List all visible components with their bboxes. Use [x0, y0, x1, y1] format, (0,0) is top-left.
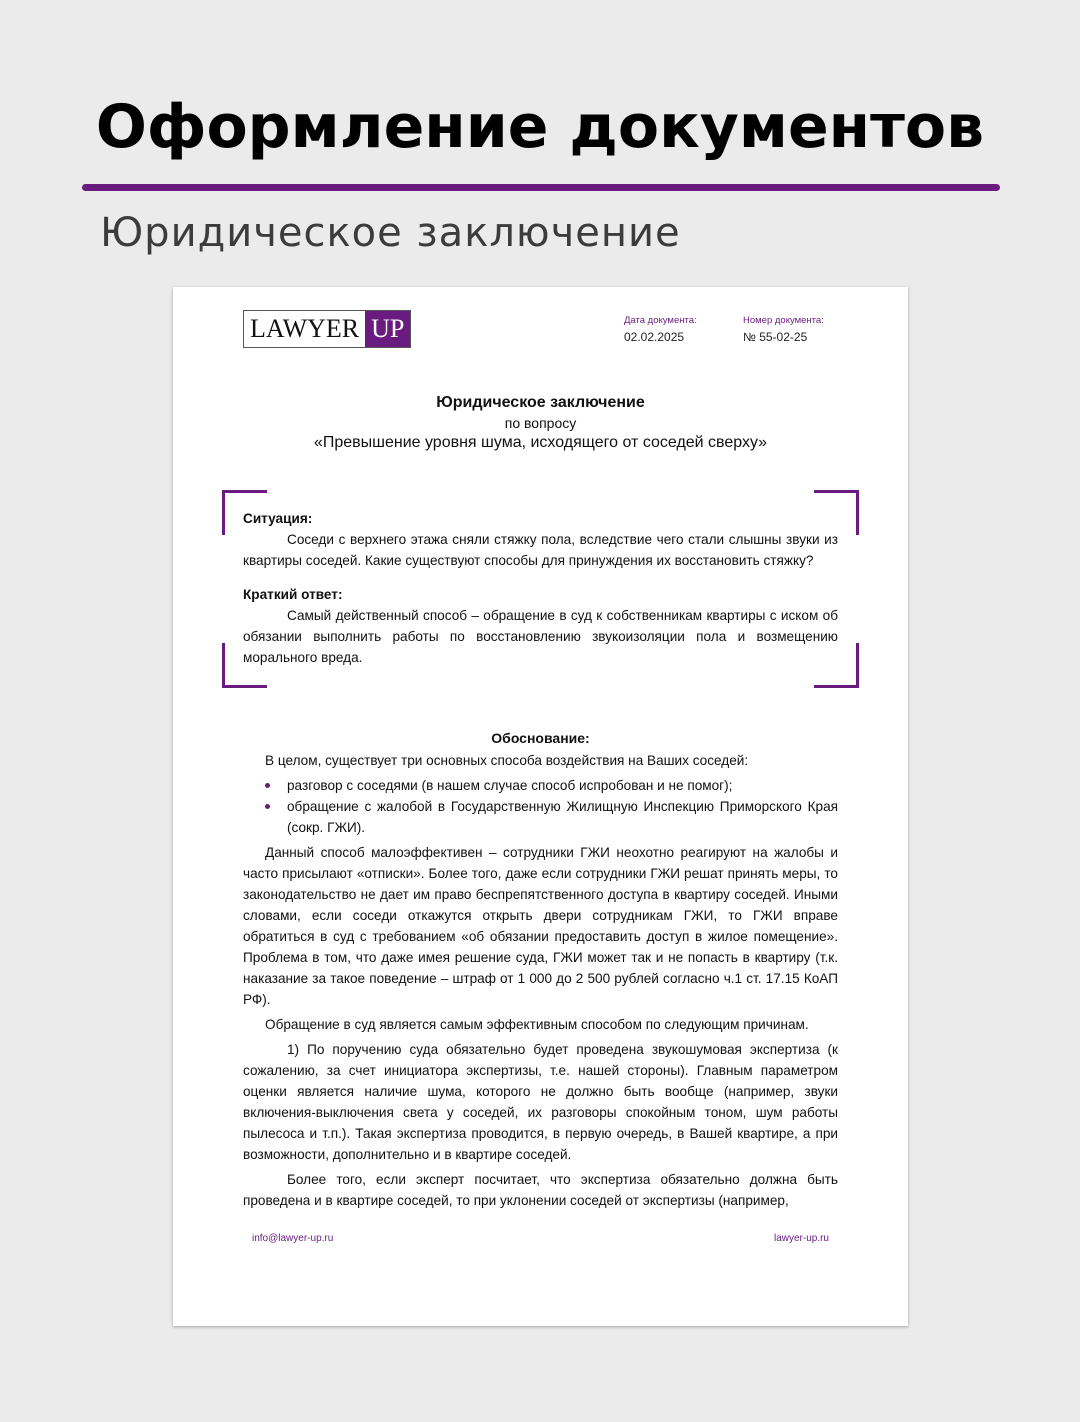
lawyer-up-logo	[243, 310, 411, 348]
date-label: Дата документа:	[624, 315, 697, 326]
number-value: № 55-02-25	[743, 330, 808, 344]
document-date	[624, 315, 697, 344]
paragraph: Более того, если эксперт посчитает, что экспертиза обязательно должна быть проведена и в квартире соседей, то при уклонении соседей от экспертизы (например,	[243, 1172, 838, 1208]
page-heading: Оформление документов	[95, 92, 985, 162]
doc-subtitle: по вопросу	[504, 415, 577, 431]
document-header	[243, 310, 838, 370]
paragraph: 1) По поручению суда обязательно будет проведена звукошумовая экспертиза (к сожалению, за счет инициатора экспертизы, т.е. нашей стороны). Главным параметром оценки является наличие шума, которого не должно быть вообще (например, звуки включения-выключения света у соседей, их разговоры спокойным тоном, шум работы пылесоса и т.п.). Такая экспертиза проводится, в первую очередь, в Вашей квартире, а при возможности, дополнительно и в квартире соседей.	[243, 1042, 838, 1162]
doc-question: «Превышение уровня шума, исходящего от соседей сверху»	[313, 434, 768, 451]
answer-text: Самый действенный способ – обращение в суд к собственникам квартиры с иском об обязании выполнить работы по восстановлению звукоизоляции пола и возмещению морального вреда.	[243, 608, 838, 665]
heading-divider	[82, 184, 1000, 191]
answer-label: Краткий ответ:	[243, 587, 343, 602]
list-item: разговор с соседями (в нашем случае способ испробован и не помог);	[243, 775, 838, 796]
footer-website[interactable]: lawyer-up.ru	[773, 1233, 829, 1244]
methods-list	[243, 775, 838, 838]
summary-frame	[243, 490, 838, 688]
frame-corner	[814, 643, 859, 688]
situation-text: Соседи с верхнего этажа сняли стяжку пола, вследствие чего стали слышны звуки из квартиры соседей. Какие существуют способы для принуждения их восстановить стяжку?	[243, 532, 838, 568]
situation-label: Ситуация:	[243, 511, 313, 526]
frame-corner	[222, 643, 267, 688]
page-subheading: Юридическое заключение	[100, 210, 681, 256]
date-value: 02.02.2025	[624, 330, 685, 344]
number-label: Номер документа:	[743, 315, 824, 326]
frame-corner	[814, 490, 859, 535]
basis-intro: В целом, существует три основных способа воздействия на Ваших соседей:	[265, 753, 749, 768]
paragraph: Обращение в суд является самым эффективным способом по следующим причинам.	[265, 1017, 809, 1032]
document-footer	[243, 1233, 838, 1244]
logo-text-accent: UP	[365, 311, 410, 347]
list-item: обращение с жалобой в Государственную Жилищную Инспекцию Приморского Края (сокр. ГЖИ).	[243, 796, 838, 838]
doc-title: Юридическое заключение	[436, 394, 645, 411]
frame-corner	[222, 490, 267, 535]
logo-text: LAWYER	[250, 314, 360, 343]
footer-email[interactable]: info@lawyer-up.ru	[252, 1233, 334, 1244]
basis-label: Обоснование:	[491, 730, 590, 746]
situation-section	[243, 508, 838, 668]
document-number	[743, 315, 824, 344]
document-page	[173, 287, 908, 1326]
basis-section	[243, 750, 838, 1211]
paragraph: Данный способ малоэффективен – сотрудники ГЖИ неохотно реагируют на жалобы и часто присылают «отписки». Более того, даже если сотрудники ГЖИ решат принять меры, то законодательство не дает им право беспрепятственного доступа в квартиру соседей. Иными словами, если соседи откажутся открыть двери сотрудникам ГЖИ, то ГЖИ вправе обратиться в суд с требованием «об обязании предоставить доступ в жилое помещение». Проблема в том, что даже имея решение суда, ГЖИ может так и не попасть в квартиру (т.к. наказание за такое поведение – штраф от 1 000 до 2 500 рублей согласно ч.1 ст. 17.15 КоАП РФ).	[243, 845, 838, 1007]
